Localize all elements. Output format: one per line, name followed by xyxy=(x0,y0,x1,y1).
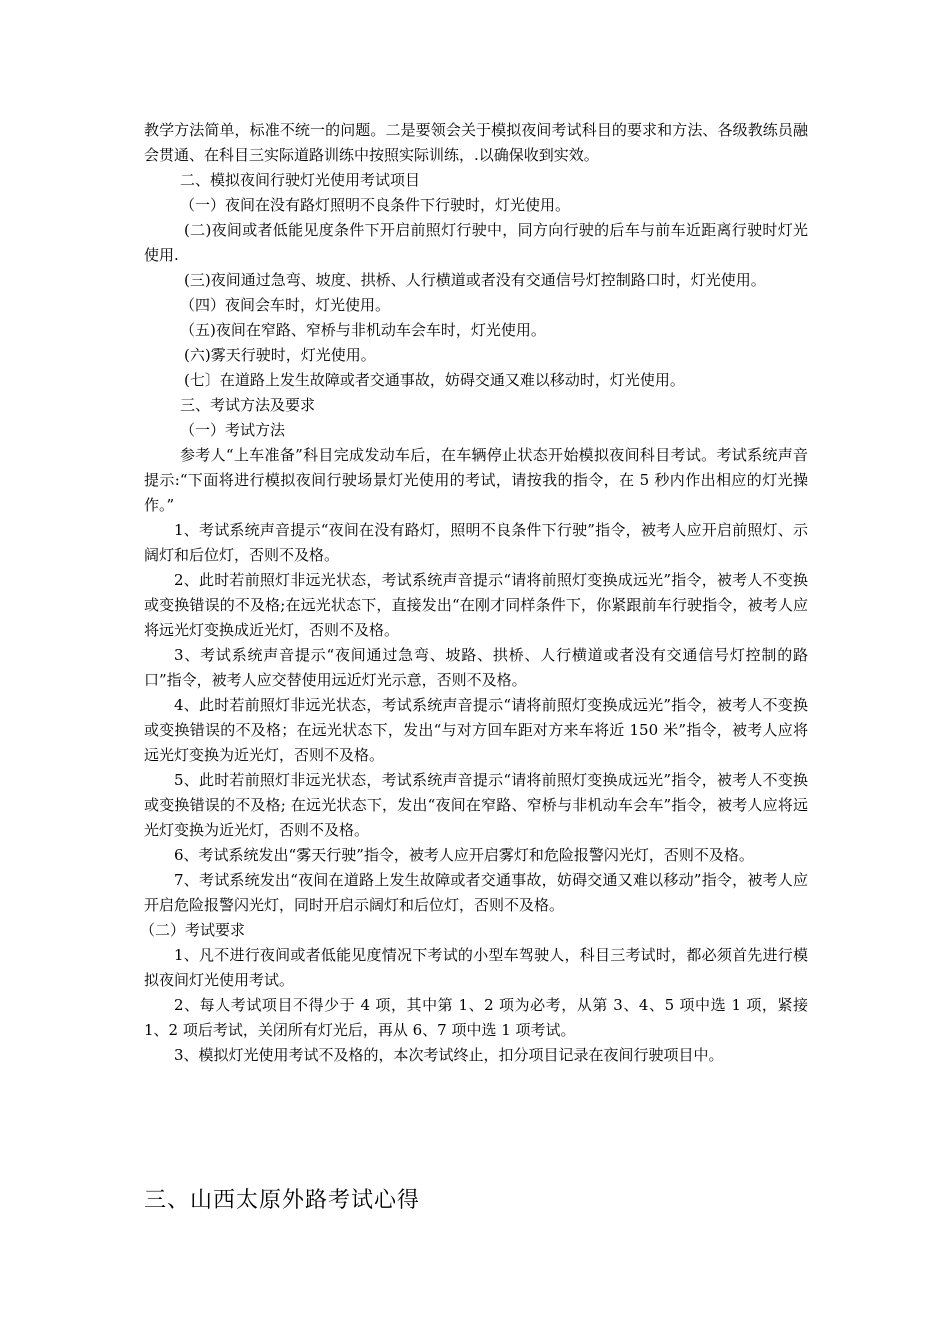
paragraph: 3、考试系统声音提示“夜间通过急弯、坡路、拱桥、人行横道或者没有交通信号灯控制的路口”指令，被考人应交替使用远近灯光示意，否则不及格。 xyxy=(144,646,808,689)
paragraph: 4、此时若前照灯非远光状态，考试系统声音提示“请将前照灯变换成远光”指令，被考人不变换或变换错误的不及格；在远光状态下，发出“与对方回车距对方来车将近 150 米”指令，被考人应将远光灯变换为近光灯，否则不及格。 xyxy=(144,696,808,764)
paragraph: （一）考试方法 xyxy=(180,421,286,439)
paragraph: （二）考试要求 xyxy=(140,921,246,939)
paragraph: (三)夜间通过急弯、坡度、拱桥、人行横道或者没有交通信号灯控制路口时，灯光使用。 xyxy=(184,271,766,289)
paragraph: （五)夜间在窄路、窄桥与非机动车会车时，灯光使用。 xyxy=(180,321,546,339)
paragraph: 2、每人考试项目不得少于 4 项，其中第 1、2 项为必考，从第 3、4、5 项中选 1 项，紧接 1、2 项后考试，关闭所有灯光后，再从 6、7 项中选 1 项考试。 xyxy=(144,996,808,1039)
paragraph: 教学方法简单，标准不统一的问题。二是要领会关于模拟夜间考试科目的要求和方法、各级教练员融会贯通、在科目三实际道路训练中按照实际训练，.以确保收到实效。 xyxy=(144,121,808,164)
paragraph: 三、考试方法及要求 xyxy=(180,396,316,414)
paragraph: 7、考试系统发出“夜间在道路上发生故障或者交通事故，妨碍交通又难以移动”指令，被考人应开启危险报警闪光灯，同时开启示阔灯和后位灯，否则不及格。 xyxy=(144,871,808,914)
paragraph: 参考人“上车准备”科目完成发动车后，在车辆停止状态开始模拟夜间科目考试。考试系统声音提示:“下面将进行模拟夜间行驶场景灯光使用的考试，请按我的指令，在 5 秒内作出相应的灯光操作。” xyxy=(144,446,808,514)
paragraph: 二、模拟夜间行驶灯光使用考试项目 xyxy=(180,171,421,189)
paragraph: 2、此时若前照灯非远光状态，考试系统声音提示“请将前照灯变换成远光”指令，被考人不变换或变换错误的不及格;在远光状态下，直接发出“在刚才同样条件下，你紧跟前车行驶指令，被考人应将远光灯变换成近光灯，否则不及格。 xyxy=(144,571,808,639)
paragraph: 1、凡不进行夜间或者低能见度情况下考试的小型车驾驶人，科目三考试时，都必须首先进行模拟夜间灯光使用考试。 xyxy=(144,946,808,989)
paragraph: 5、此时若前照灯非远光状态，考试系统声音提示“请将前照灯变换成远光”指令，被考人不变换或变换错误的不及格; 在远光状态下，发出“夜间在窄路、窄桥与非机动车会车”指令，被考人应将远光灯变换为近光灯，否则不及格。 xyxy=(144,771,808,839)
paragraph: 6、考试系统发出“雾天行驶”指令，被考人应开启雾灯和危险报警闪光灯，否则不及格。 xyxy=(174,846,754,864)
paragraph: 3、模拟灯光使用考试不及格的，本次考试终止，扣分项目记录在夜间行驶项目中。 xyxy=(174,1046,724,1064)
paragraph: (二)夜间或者低能见度条件下开启前照灯行驶中，同方向行驶的后车与前车近距离行驶时灯光使用. xyxy=(144,221,808,264)
document-body xyxy=(140,118,808,1068)
paragraph: （四）夜间会车时，灯光使用。 xyxy=(180,296,391,314)
section-heading: 三、山西太原外路考试心得 xyxy=(144,1188,421,1213)
paragraph: 1、考试系统声音提示“夜间在没有路灯，照明不良条件下行驶”指令，被考人应开启前照灯、示阔灯和后位灯，否则不及格。 xyxy=(144,521,808,564)
paragraph: （一）夜间在没有路灯照明不良条件下行驶时，灯光使用。 xyxy=(180,196,571,214)
paragraph: (六)雾天行驶时，灯光使用。 xyxy=(184,346,376,364)
paragraph: (七〕在道路上发生故障或者交通事故，妨碍交通又难以移动时，灯光使用。 xyxy=(184,371,685,389)
